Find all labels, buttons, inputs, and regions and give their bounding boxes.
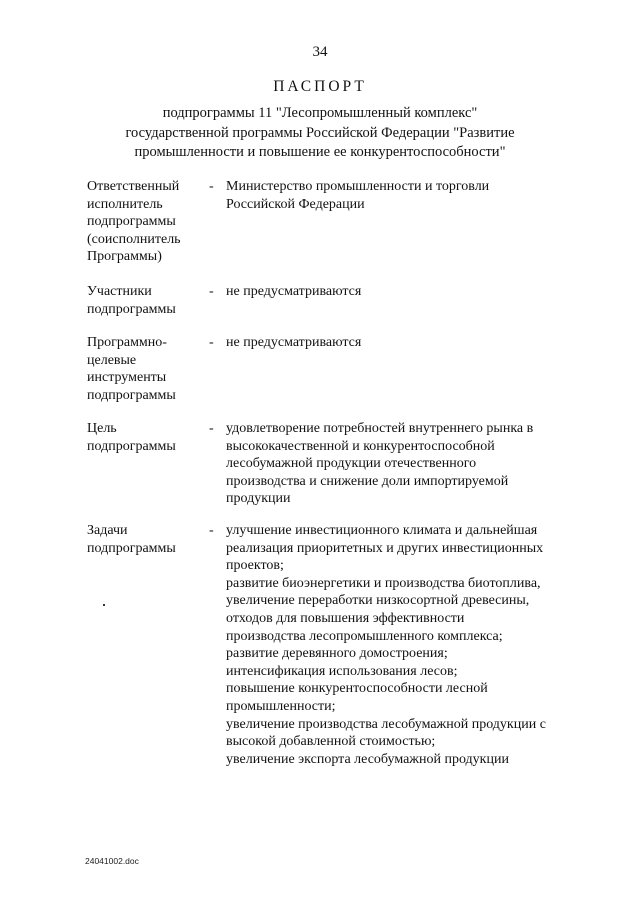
label-line: Программы) <box>87 249 162 265</box>
value-line: проектов; <box>226 558 284 574</box>
document-subtitle <box>0 104 640 163</box>
value-line: развитие деревянного домостроения; <box>226 646 448 662</box>
row-dash: - <box>209 421 214 436</box>
label-line: подпрограммы <box>87 301 176 317</box>
row-label <box>87 334 197 404</box>
label-line: подпрограммы <box>87 540 176 556</box>
row-dash: - <box>209 523 214 538</box>
row-dash: - <box>209 284 214 299</box>
footer-filename: 24041002.doc <box>85 856 139 866</box>
value-line: не предусматриваются <box>226 284 362 299</box>
row-value <box>226 334 586 352</box>
row-label <box>87 420 197 455</box>
value-line: продукции <box>226 491 291 507</box>
value-line: реализация приоритетных и других инвестиционных <box>226 540 544 556</box>
value-line: высококачественной и конкурентоспособной <box>226 438 495 454</box>
value-line: повышение конкурентоспособности лесной <box>226 681 488 697</box>
value-line: увеличение переработки низкосортной древесины, <box>226 593 530 609</box>
row-dash: - <box>209 179 214 194</box>
page-number: 34 <box>312 44 328 60</box>
label-line: Ответственный <box>87 179 180 194</box>
label-line: подпрограммы <box>87 214 176 230</box>
value-line: улучшение инвестиционного климата и дальнейшая <box>226 523 538 538</box>
value-line: развитие биоэнергетики и производства биотоплива, <box>226 575 541 591</box>
value-line: лесобумажной продукции отечественного <box>226 456 477 472</box>
row-dash: - <box>209 335 214 350</box>
label-line: инструменты <box>87 370 167 386</box>
label-line: Программно- <box>87 335 167 350</box>
value-line: интенсификация использования лесов; <box>226 663 458 679</box>
value-line: промышленности; <box>226 698 336 714</box>
value-line: высокой добавленной стоимостью; <box>226 734 436 750</box>
label-line: (соисполнитель <box>87 231 181 247</box>
label-line: подпрограммы <box>87 387 176 403</box>
label-line: целевые <box>87 352 137 368</box>
subtitle-line: подпрограммы 11 "Лесопромышленный комплекс" <box>162 105 478 121</box>
row-label <box>87 178 197 266</box>
label-line: исполнитель <box>87 196 163 212</box>
row-value <box>226 420 586 508</box>
label-line: Цель <box>87 421 117 436</box>
row-label <box>87 283 197 318</box>
value-line: отходов для повышения эффективности <box>226 610 465 626</box>
value-line: не предусматриваются <box>226 335 362 350</box>
row-label <box>87 522 197 557</box>
value-line: производства лесопромышленного комплекса; <box>226 628 503 644</box>
label-line: Участники <box>87 284 152 299</box>
document-title: ПАСПОРТ <box>273 78 367 95</box>
label-line: подпрограммы <box>87 438 176 454</box>
value-line: производства и снижение доли импортируемой <box>226 473 509 489</box>
value-line: Российской Федерации <box>226 196 365 212</box>
value-line: увеличение производства лесобумажной продукции с <box>226 716 546 732</box>
row-value <box>226 178 586 213</box>
label-line: Задачи <box>87 523 128 538</box>
value-line: удовлетворение потребностей внутреннего рынка в <box>226 421 534 436</box>
subtitle-line: государственной программы Российской Федерации "Развитие <box>125 124 515 141</box>
value-line: увеличение экспорта лесобумажной продукции <box>226 751 509 767</box>
subtitle-line: промышленности и повышение ее конкурентоспособности" <box>134 144 506 160</box>
row-value <box>226 283 586 301</box>
row-value <box>226 522 586 768</box>
scan-speck <box>103 604 105 606</box>
value-line: Министерство промышленности и торговли <box>226 179 490 194</box>
